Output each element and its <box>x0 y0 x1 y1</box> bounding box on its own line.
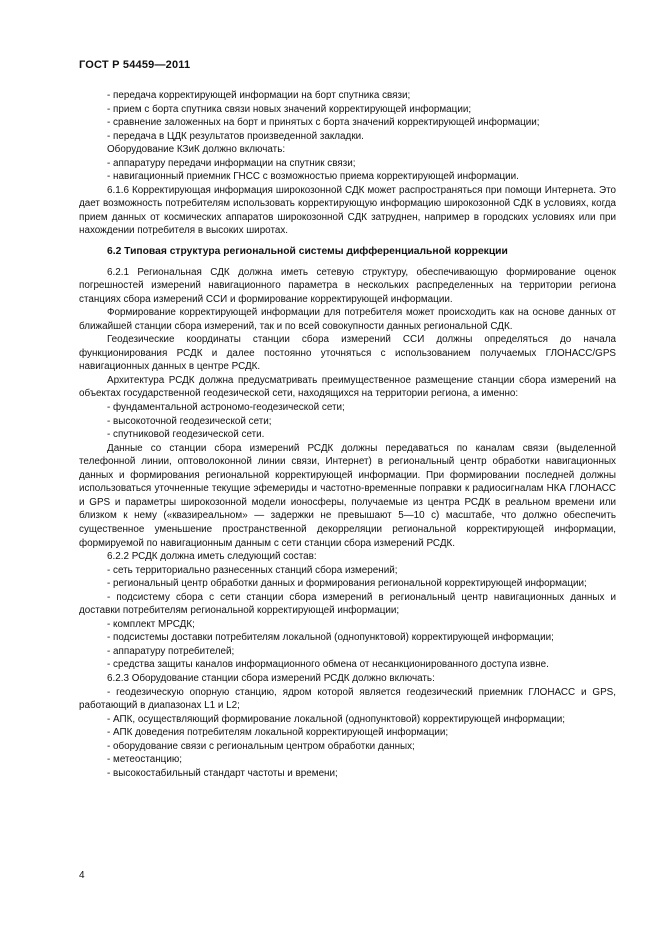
list-item: - комплект МРСДК; <box>107 618 195 630</box>
list-item: - высокостабильный стандарт частоты и времени; <box>107 767 338 779</box>
list-item: - навигационный приемник ГНСС с возможностью приема корректирующей информации. <box>107 171 519 183</box>
list-item: - прием с борта спутника связи новых значений корректирующей информации; <box>107 103 472 115</box>
paragraph: Данные со станции сбора измерений РСДК должны передаваться по каналам связи (выделенной телефонной линии, оптоволоконной линии связи, Интернет) в региональный центр обработки навигационных данных и формирования региональной корректирующей информации. При формировании последней должны использоваться уточненные текущие эфемериды и частотно-временные поправки к радиосигналам НКА ГЛОНАСС и GPS и параметры широкозонной модели ионосферы, получаемые из центра РСДК в реальном времени или близком к нему («квазиреальном» — задержки не превышают 5—10 с) масштабе, что должно обеспечить существенное уменьшение пространственной декорреляции региональной корректирующей информации, формируемой по навигационным данным с сети станции сбора измерений РСДК. <box>79 442 616 549</box>
section-heading: 6.2 Типовая структура региональной системы дифференциальной коррекции <box>107 246 508 258</box>
list-item: - фундаментальной астрономо-геодезической сети; <box>107 402 345 414</box>
document-body <box>79 89 616 780</box>
list-item: - подсистемы доставки потребителям локальной (однопунктовой) корректирующей информации; <box>107 632 554 644</box>
list-item: - средства защиты каналов информационного обмена от несанкционированного доступа извне. <box>107 659 549 671</box>
paragraph: Архитектура РСДК должна предусматривать преимущественное размещение станции сбора измерений на объектах государственной геодезической сети, находящихся на территории региона, а именно: <box>79 374 616 400</box>
paragraph: 6.2.3 Оборудование станции сбора измерений РСДК должно включать: <box>107 672 435 684</box>
list-item: - передача корректирующей информации на борт спутника связи; <box>107 90 411 101</box>
list-item: - метеостанцию; <box>107 754 182 766</box>
paragraph: Геодезические координаты станции сбора измерений ССИ должны определяться до начала функционирования РСДК и далее постоянно уточняться с использованием получаемых ГЛОНАСС/GPS навигационных данных в центре РСДК. <box>79 334 616 373</box>
list-item: - передача в ЦДК результатов произведенной закладки. <box>107 130 364 142</box>
list-item: - сравнение заложенных на борт и принятых с борта значений корректирующей информации; <box>107 117 540 129</box>
paragraph: Оборудование КЗиК должно включать: <box>107 144 286 156</box>
list-item: - геодезическую опорную станцию, ядром которой является геодезический приемник ГЛОНАСС и GPS, работающий в диапазонах L1 и L2; <box>79 686 616 712</box>
list-item: - подсистему сбора с сети станции сбора измерений в региональный центр навигационных данных и доставки потребителям региональной корректирующей информации; <box>79 591 616 617</box>
list-item: - сеть территориально разнесенных станций сбора измерений; <box>107 564 398 576</box>
paragraph: Формирование корректирующей информации для потребителя может происходить как на основе данных от ближайшей станции сбора измерений, так и по всей совокупности данных региональной СДК. <box>79 307 616 332</box>
paragraph: 6.2.2 РСДК должна иметь следующий состав: <box>107 551 317 563</box>
paragraph: 6.2.1 Региональная СДК должна иметь сетевую структуру, обеспечивающую формирование оценок погрешностей измерений навигационного параметра в нескольких распределенных на территории региона станциях сбора измерений ССИ и формирование корректирующей информации. <box>79 266 616 305</box>
document-header: ГОСТ Р 54459—2011 <box>79 59 191 71</box>
list-item: - спутниковой геодезической сети. <box>107 429 265 441</box>
paragraph: 6.1.6 Корректирующая информация широкозонной СДК может распространяться при помощи Интернета. Это дает возможность потребителям использовать корректирующую информацию широкозонной СДК в условиях, когда прием данных от космических аппаратов широкозонной СДК затруднен, например в городских условиях или при нахождении потребителя в высоких широтах. <box>79 184 616 237</box>
list-item: - АПК доведения потребителям локальной корректирующей информации; <box>107 727 449 739</box>
list-item: - аппаратуру потребителей; <box>107 645 235 657</box>
list-item: - АПК, осуществляющий формирование локальной (однопунктовой) корректирующей информации; <box>107 713 566 725</box>
list-item: - аппаратуру передачи информации на спутник связи; <box>107 157 356 169</box>
list-item: - оборудование связи с региональным центром обработки данных; <box>107 740 415 752</box>
list-item: - региональный центр обработки данных и формирования региональной корректирующей информации; <box>107 578 587 590</box>
page-number: 4 <box>79 870 85 881</box>
list-item: - высокоточной геодезической сети; <box>107 415 272 427</box>
